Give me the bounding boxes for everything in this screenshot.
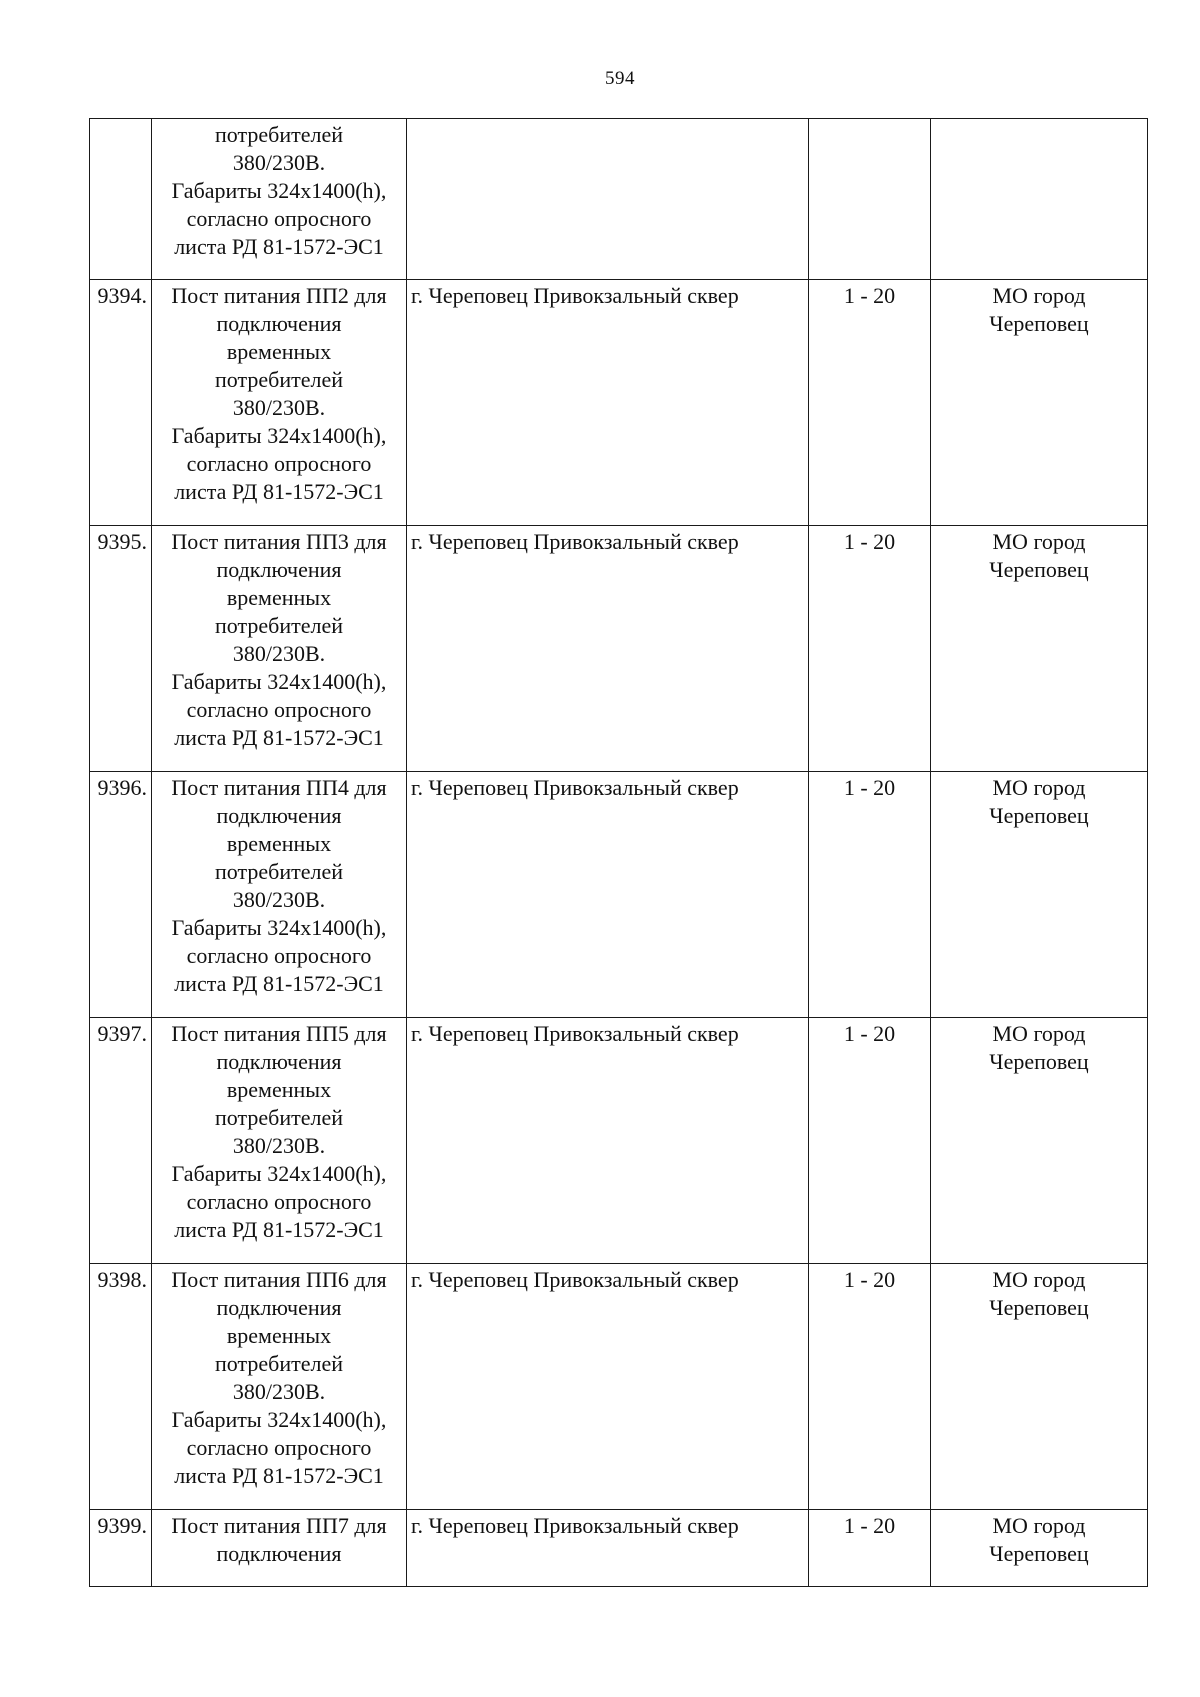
item-name-cell [152, 772, 407, 1018]
item-name-line: потребителей [215, 859, 343, 884]
item-name-cell [152, 526, 407, 772]
item-number-cell: 9399. [90, 1510, 152, 1587]
table-row [90, 772, 1148, 1018]
table-row [90, 526, 1148, 772]
item-name-line: Габариты 324х1400(h), [171, 1407, 387, 1432]
item-name-line: подключения [216, 1049, 342, 1074]
item-quantity-cell: 1 - 20 [809, 772, 931, 1018]
item-owner-line: МО город [992, 529, 1086, 554]
item-address-cell: г. Череповец Привокзальный сквер [407, 526, 809, 772]
item-name-line: Габариты 324х1400(h), [171, 1161, 387, 1186]
item-name-line: листа РД 81-1572-ЭС1 [174, 234, 384, 259]
item-quantity-cell: 1 - 20 [809, 1510, 931, 1587]
item-name-line: потребителей [215, 367, 343, 392]
item-number-cell: 9397. [90, 1018, 152, 1264]
item-owner-cell [931, 1018, 1148, 1264]
item-quantity-cell: 1 - 20 [809, 526, 931, 772]
item-name-line: листа РД 81-1572-ЭС1 [174, 1217, 384, 1242]
item-name-line: потребителей [215, 122, 343, 147]
page-number: 594 [605, 68, 635, 89]
table-row [90, 280, 1148, 526]
table-row [90, 1264, 1148, 1510]
registry-table-body [90, 119, 1148, 1587]
table-row-continued [90, 119, 1148, 280]
item-owner-line: Череповец [989, 803, 1089, 828]
item-name-line: 380/230В. [232, 1133, 326, 1158]
item-name-line: Габариты 324х1400(h), [171, 669, 387, 694]
item-name-cell [152, 1510, 407, 1587]
item-name-line: временных [226, 339, 332, 364]
item-name-line: подключения [216, 311, 342, 336]
item-name-line: потребителей [215, 1105, 343, 1130]
item-owner-cell [931, 772, 1148, 1018]
item-owner-cell [931, 526, 1148, 772]
registry-table [89, 118, 1148, 1587]
item-address-cell: г. Череповец Привокзальный сквер [407, 1510, 809, 1587]
item-name-line: листа РД 81-1572-ЭС1 [174, 479, 384, 504]
item-owner-line: Череповец [989, 311, 1089, 336]
item-owner-line: МО город [992, 1267, 1086, 1292]
item-number-cell [90, 119, 152, 280]
item-owner-line: МО город [992, 1021, 1086, 1046]
item-name-line: Пост питания ПП3 для [171, 529, 387, 554]
item-name-line: подключения [216, 1295, 342, 1320]
item-number-cell: 9395. [90, 526, 152, 772]
item-number-cell: 9398. [90, 1264, 152, 1510]
item-number-cell: 9396. [90, 772, 152, 1018]
item-quantity-cell [809, 119, 931, 280]
item-owner-line: МО город [992, 775, 1086, 800]
item-name-line: подключения [216, 1541, 342, 1566]
item-quantity-cell: 1 - 20 [809, 1018, 931, 1264]
item-name-line: Габариты 324х1400(h), [171, 178, 387, 203]
item-name-line: Пост питания ПП6 для [171, 1267, 387, 1292]
item-name-line: 380/230В. [232, 641, 326, 666]
item-quantity-cell: 1 - 20 [809, 280, 931, 526]
item-name-line: потребителей [215, 1351, 343, 1376]
item-name-line: временных [226, 1077, 332, 1102]
item-name-line: Пост питания ПП2 для [171, 283, 387, 308]
item-name-cell [152, 280, 407, 526]
item-name-cell [152, 1018, 407, 1264]
item-address-cell: г. Череповец Привокзальный сквер [407, 1018, 809, 1264]
item-name-line: листа РД 81-1572-ЭС1 [174, 1463, 384, 1488]
item-name-line: Пост питания ПП7 для [171, 1513, 387, 1538]
item-name-cell [152, 119, 407, 280]
item-address-cell: г. Череповец Привокзальный сквер [407, 1264, 809, 1510]
item-name-cell [152, 1264, 407, 1510]
item-name-line: согласно опросного [186, 451, 372, 476]
item-name-line: подключения [216, 557, 342, 582]
table-row [90, 1018, 1148, 1264]
item-owner-line: Череповец [989, 1049, 1089, 1074]
item-name-line: 380/230В. [232, 150, 326, 175]
item-name-line: согласно опросного [186, 943, 372, 968]
item-name-line: листа РД 81-1572-ЭС1 [174, 971, 384, 996]
item-name-line: Габариты 324х1400(h), [171, 423, 387, 448]
item-name-line: 380/230В. [232, 1379, 326, 1404]
item-address-cell [407, 119, 809, 280]
item-name-line: временных [226, 585, 332, 610]
item-name-line: согласно опросного [186, 1189, 372, 1214]
table-row [90, 1510, 1148, 1587]
item-name-line: 380/230В. [232, 887, 326, 912]
item-name-line: согласно опросного [186, 697, 372, 722]
item-number-cell: 9394. [90, 280, 152, 526]
item-name-line: Пост питания ПП5 для [171, 1021, 387, 1046]
item-name-line: согласно опросного [186, 206, 372, 231]
item-quantity-cell: 1 - 20 [809, 1264, 931, 1510]
item-name-line: временных [226, 831, 332, 856]
item-owner-line: Череповец [989, 1295, 1089, 1320]
item-name-line: Пост питания ПП4 для [171, 775, 387, 800]
item-owner-line: Череповец [989, 1541, 1089, 1566]
item-owner-line: МО город [992, 1513, 1086, 1538]
item-owner-cell [931, 1264, 1148, 1510]
item-owner-line: МО город [992, 283, 1086, 308]
item-owner-cell [931, 1510, 1148, 1587]
item-name-line: Габариты 324х1400(h), [171, 915, 387, 940]
item-owner-cell [931, 280, 1148, 526]
item-name-line: листа РД 81-1572-ЭС1 [174, 725, 384, 750]
item-name-line: временных [226, 1323, 332, 1348]
item-address-cell: г. Череповец Привокзальный сквер [407, 772, 809, 1018]
item-name-line: подключения [216, 803, 342, 828]
item-name-line: согласно опросного [186, 1435, 372, 1460]
item-name-line: 380/230В. [232, 395, 326, 420]
item-name-line: потребителей [215, 613, 343, 638]
item-owner-cell [931, 119, 1148, 280]
item-owner-line: Череповец [989, 557, 1089, 582]
item-address-cell: г. Череповец Привокзальный сквер [407, 280, 809, 526]
